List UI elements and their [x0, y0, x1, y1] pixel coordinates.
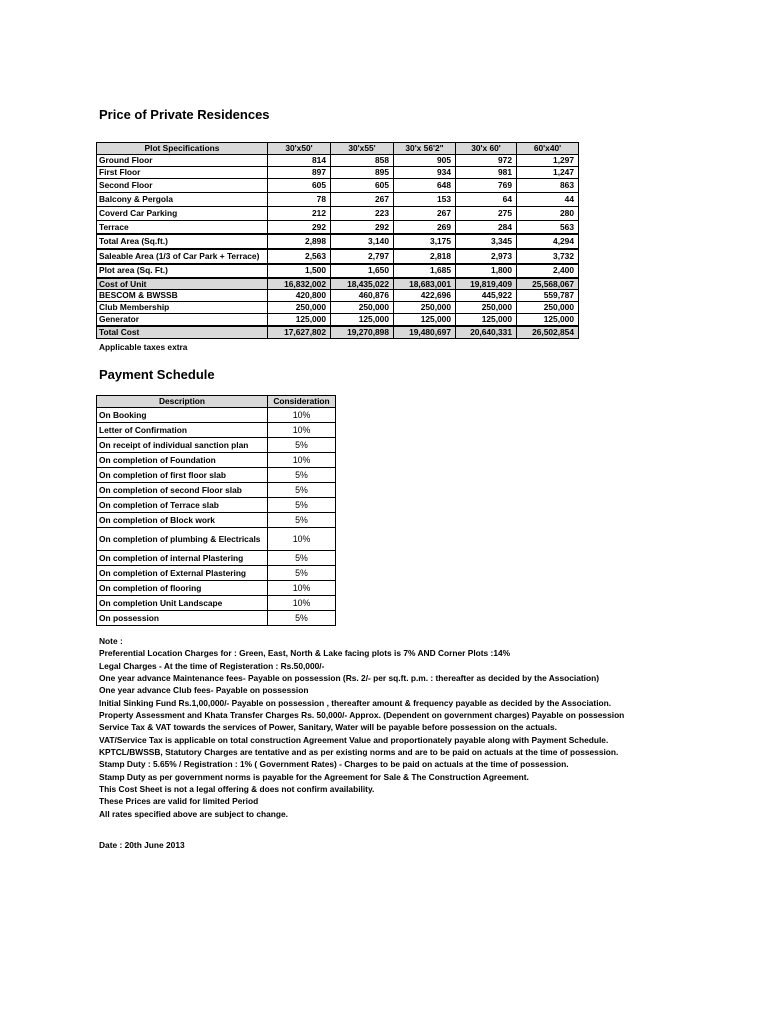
table-cell: 125,000 [331, 314, 394, 326]
note-line: Stamp Duty : 5.65% / Registration : 1% ( Government Rates) - Charges to be paid on actuals at the time of possession. [99, 759, 569, 770]
table-cell: 1,297 [517, 155, 579, 167]
table-cell: 1,500 [268, 264, 331, 278]
table-cell: 814 [268, 155, 331, 167]
table-cell: 897 [268, 167, 331, 179]
note-line: These Prices are valid for limited Period [99, 796, 259, 807]
consideration-value: 5% [268, 438, 336, 453]
table-cell: 269 [394, 221, 456, 234]
milestone-label: On completion of second Floor slab [97, 483, 268, 498]
table-row [97, 264, 579, 278]
table-cell: 18,683,001 [394, 278, 456, 290]
consideration-value: 5% [268, 566, 336, 581]
milestone-label: On receipt of individual sanction plan [97, 438, 268, 453]
price-table-header [97, 143, 579, 155]
table-cell: 284 [456, 221, 517, 234]
table-cell: 3,175 [394, 234, 456, 249]
col-header-size: 30'x50' [268, 143, 331, 155]
table-cell: 605 [268, 179, 331, 193]
table-cell: 3,140 [331, 234, 394, 249]
table-cell: 19,819,409 [456, 278, 517, 290]
note-line: Preferential Location Charges for : Green, East, North & Lake facing plots is 7% AND Corner Plots :14% [99, 648, 511, 659]
price-table-body [97, 155, 579, 339]
milestone-label: On completion Unit Landscape [97, 596, 268, 611]
note-heading: Note : [99, 636, 123, 646]
col-header-size: 30'x 60' [456, 143, 517, 155]
consideration-value: 10% [268, 581, 336, 596]
table-cell: 422,696 [394, 290, 456, 302]
table-row [97, 155, 579, 167]
milestone-label: On possession [97, 611, 268, 626]
consideration-value: 5% [268, 468, 336, 483]
table-cell: 26,502,854 [517, 326, 579, 339]
table-cell: 292 [331, 221, 394, 234]
note-line: All rates specified above are subject to change. [99, 808, 288, 819]
note-line: VAT/Service Tax is applicable on total construction Agreement Value and proportionately payable along with Payment Schedule. [99, 734, 609, 745]
row-label: Balcony & Pergola [97, 193, 268, 207]
consideration-value: 5% [268, 611, 336, 626]
table-cell: 445,922 [456, 290, 517, 302]
table-cell: 153 [394, 193, 456, 207]
table-cell: 20,640,331 [456, 326, 517, 339]
table-cell: 972 [456, 155, 517, 167]
milestone-label: On completion of Foundation [97, 453, 268, 468]
row-label: Total Area (Sq.ft.) [97, 234, 268, 249]
table-cell: 125,000 [517, 314, 579, 326]
note-line: Stamp Duty as per government norms is payable for the Agreement for Sale & The Construction Agreement. [99, 771, 529, 782]
row-label: BESCOM & BWSSB [97, 290, 268, 302]
table-cell: 125,000 [268, 314, 331, 326]
row-label: Saleable Area (1/3 of Car Park + Terrace) [97, 249, 268, 264]
table-row [97, 290, 579, 302]
row-label: Second Floor [97, 179, 268, 193]
table-cell: 280 [517, 207, 579, 221]
row-label: Generator [97, 314, 268, 326]
table-row [97, 453, 336, 468]
milestone-label: On completion of Terrace slab [97, 498, 268, 513]
table-cell: 2,400 [517, 264, 579, 278]
row-label: Terrace [97, 221, 268, 234]
table-row [97, 302, 579, 314]
table-row [97, 207, 579, 221]
row-label: First Floor [97, 167, 268, 179]
table-cell: 895 [331, 167, 394, 179]
table-row [97, 221, 579, 234]
table-cell: 1,650 [331, 264, 394, 278]
col-header-size: 30'x55' [331, 143, 394, 155]
table-row [97, 408, 336, 423]
taxes-note: Applicable taxes extra [99, 342, 188, 352]
table-cell: 3,345 [456, 234, 517, 249]
payment-table-body [97, 408, 336, 626]
note-line: One year advance Maintenance fees- Payable on possession (Rs. 2/- per sq.ft. p.m. : thereafter as decided by the Association) [99, 673, 600, 684]
payment-title: Payment Schedule [99, 367, 215, 382]
note-line: One year advance Club fees- Payable on possession [99, 685, 309, 696]
note-line: KPTCL/BWSSB, Statutory Charges are tentative and as per existing norms and are to be paid on actuals at the time of possession. [99, 747, 619, 758]
table-cell: 460,876 [331, 290, 394, 302]
table-row [97, 167, 579, 179]
table-row [97, 566, 336, 581]
table-cell: 1,800 [456, 264, 517, 278]
table-cell: 250,000 [394, 302, 456, 314]
table-cell: 858 [331, 155, 394, 167]
table-cell: 125,000 [394, 314, 456, 326]
consideration-value: 5% [268, 483, 336, 498]
table-row [97, 326, 579, 339]
table-cell: 2,797 [331, 249, 394, 264]
milestone-label: Letter of Confirmation [97, 423, 268, 438]
payment-table-header [97, 396, 336, 408]
note-line: This Cost Sheet is not a legal offering & does not confirm availability. [99, 784, 375, 795]
table-cell: 863 [517, 179, 579, 193]
note-line: Initial Sinking Fund Rs.1,00,000/- Payable on possession , thereafter amount & frequency payable as decided by the Association. [99, 697, 612, 708]
table-cell: 267 [331, 193, 394, 207]
table-cell: 212 [268, 207, 331, 221]
table-cell: 292 [268, 221, 331, 234]
table-cell: 2,818 [394, 249, 456, 264]
col-header-plot-spec: Plot Specifications [97, 143, 268, 155]
consideration-value: 5% [268, 498, 336, 513]
table-cell: 250,000 [268, 302, 331, 314]
consideration-value: 5% [268, 551, 336, 566]
table-cell: 4,294 [517, 234, 579, 249]
note-line: Service Tax & VAT towards the services of Power, Sanitary, Water will be payable before possession on the actuals. [99, 722, 557, 733]
table-cell: 905 [394, 155, 456, 167]
table-row [97, 423, 336, 438]
table-row [97, 498, 336, 513]
table-cell: 267 [394, 207, 456, 221]
consideration-value: 5% [268, 513, 336, 528]
date-text: Date : 20th June 2013 [99, 840, 185, 850]
table-cell: 25,568,067 [517, 278, 579, 290]
price-table [96, 142, 579, 339]
table-cell: 2,973 [456, 249, 517, 264]
table-cell: 16,832,002 [268, 278, 331, 290]
table-cell: 250,000 [331, 302, 394, 314]
table-cell: 19,270,898 [331, 326, 394, 339]
table-cell: 605 [331, 179, 394, 193]
table-row [97, 468, 336, 483]
table-cell: 3,732 [517, 249, 579, 264]
table-cell: 420,800 [268, 290, 331, 302]
consideration-value: 10% [268, 528, 336, 551]
milestone-label: On completion of flooring [97, 581, 268, 596]
table-row [97, 278, 579, 290]
row-label: Total Cost [97, 326, 268, 339]
consideration-value: 10% [268, 453, 336, 468]
note-line: Property Assessment and Khata Transfer Charges Rs. 50,000/- Approx. (Dependent on government charges) Payable on possession [99, 710, 625, 721]
table-cell: 769 [456, 179, 517, 193]
col-header-consideration: Consideration [268, 396, 336, 408]
table-row [97, 528, 336, 551]
table-cell: 1,685 [394, 264, 456, 278]
table-cell: 250,000 [456, 302, 517, 314]
table-cell: 125,000 [456, 314, 517, 326]
table-cell: 1,247 [517, 167, 579, 179]
row-label: Club Membership [97, 302, 268, 314]
table-row [97, 179, 579, 193]
table-row [97, 596, 336, 611]
table-cell: 559,787 [517, 290, 579, 302]
table-cell: 19,480,697 [394, 326, 456, 339]
table-row [97, 551, 336, 566]
table-cell: 981 [456, 167, 517, 179]
table-row [97, 581, 336, 596]
table-cell: 44 [517, 193, 579, 207]
table-cell: 2,898 [268, 234, 331, 249]
payment-table [96, 395, 336, 626]
table-cell: 648 [394, 179, 456, 193]
price-title: Price of Private Residences [99, 107, 270, 122]
row-label: Plot area (Sq. Ft.) [97, 264, 268, 278]
notes-list [99, 635, 624, 820]
table-cell: 2,563 [268, 249, 331, 264]
table-row [97, 234, 579, 249]
consideration-value: 10% [268, 596, 336, 611]
row-label: Ground Floor [97, 155, 268, 167]
table-row [97, 611, 336, 626]
milestone-label: On completion of internal Plastering [97, 551, 268, 566]
table-row [97, 483, 336, 498]
col-header-size: 60'x40' [517, 143, 579, 155]
row-label: Cost of Unit [97, 278, 268, 290]
table-row [97, 438, 336, 453]
col-header-description: Description [97, 396, 268, 408]
table-cell: 934 [394, 167, 456, 179]
table-cell: 17,627,802 [268, 326, 331, 339]
table-row [97, 249, 579, 264]
consideration-value: 10% [268, 408, 336, 423]
milestone-label: On Booking [97, 408, 268, 423]
milestone-label: On completion of plumbing & Electricals [97, 528, 268, 551]
table-row [97, 513, 336, 528]
table-cell: 64 [456, 193, 517, 207]
table-row [97, 314, 579, 326]
table-cell: 18,435,022 [331, 278, 394, 290]
consideration-value: 10% [268, 423, 336, 438]
table-cell: 275 [456, 207, 517, 221]
table-row [97, 193, 579, 207]
table-cell: 250,000 [517, 302, 579, 314]
row-label: Coverd Car Parking [97, 207, 268, 221]
note-line: Legal Charges - At the time of Registeration : Rs.50,000/- [99, 660, 325, 671]
table-cell: 223 [331, 207, 394, 221]
milestone-label: On completion of first floor slab [97, 468, 268, 483]
milestone-label: On completion of Block work [97, 513, 268, 528]
col-header-size: 30'x 56'2" [394, 143, 456, 155]
table-cell: 78 [268, 193, 331, 207]
milestone-label: On completion of External Plastering [97, 566, 268, 581]
table-cell: 563 [517, 221, 579, 234]
